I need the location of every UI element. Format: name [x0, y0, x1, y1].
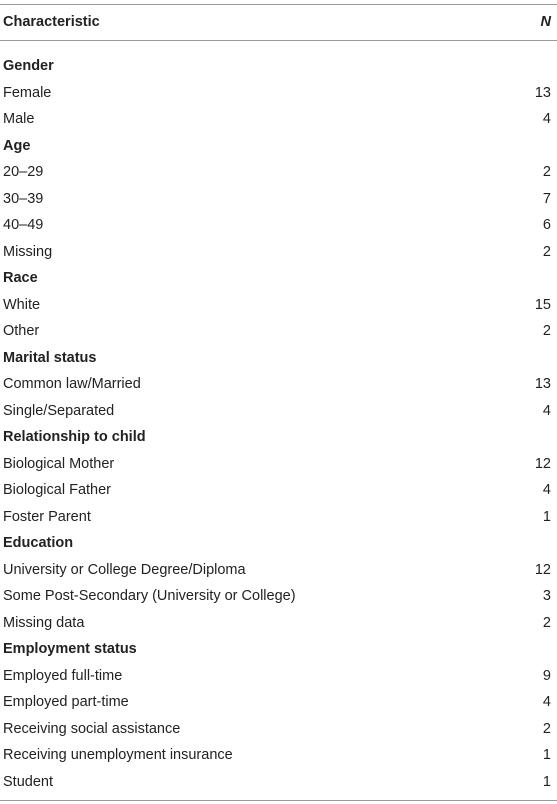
row-label: Missing — [3, 243, 53, 260]
row-value: 15 — [534, 296, 551, 313]
table-row — [0, 478, 557, 505]
row-value: 7 — [542, 190, 551, 207]
table-header-rule — [0, 40, 557, 41]
table-row — [0, 81, 557, 108]
row-label: 20–29 — [3, 164, 44, 180]
table-row — [0, 293, 557, 320]
section-header-row — [0, 531, 557, 558]
table-row — [0, 611, 557, 638]
table-row — [0, 319, 557, 346]
table-row — [0, 717, 557, 744]
row-value: 6 — [542, 217, 551, 233]
row-label: Single/Separated — [3, 402, 115, 419]
section-label: Employment status — [3, 641, 137, 657]
row-value: 12 — [534, 455, 551, 472]
row-value: 1 — [542, 508, 551, 525]
table-row — [0, 399, 557, 426]
table-row — [0, 107, 557, 134]
row-label: Receiving social assistance — [3, 720, 181, 737]
table-row — [0, 240, 557, 267]
row-value: 2 — [542, 323, 551, 339]
row-value: 9 — [542, 667, 551, 684]
table-row — [0, 664, 557, 691]
table-row — [0, 213, 557, 240]
row-label: Other — [3, 323, 40, 339]
header-characteristic: Characteristic — [3, 14, 100, 30]
row-value: 4 — [542, 482, 551, 498]
row-value: 4 — [542, 111, 551, 127]
row-label: Employed full-time — [3, 667, 123, 684]
row-value: 2 — [542, 243, 551, 260]
table-row — [0, 452, 557, 479]
table-row — [0, 743, 557, 770]
row-value: 2 — [542, 164, 551, 180]
row-value: 2 — [542, 614, 551, 631]
row-label: Some Post-Secondary (University or College) — [3, 588, 296, 604]
row-value: 12 — [534, 561, 551, 578]
table-row — [0, 187, 557, 214]
row-value: 13 — [534, 84, 551, 101]
section-label: Age — [3, 137, 31, 154]
section-label: Education — [3, 535, 74, 551]
section-label: Relationship to child — [3, 429, 146, 445]
section-header-row — [0, 134, 557, 161]
table-row — [0, 690, 557, 717]
section-header-row — [0, 346, 557, 373]
row-label: Employed part-time — [3, 694, 129, 710]
row-label: Biological Mother — [3, 455, 115, 472]
row-value: 13 — [534, 376, 551, 392]
row-value: 3 — [542, 588, 551, 604]
table-header-row — [0, 4, 557, 40]
row-label: 30–39 — [3, 190, 44, 207]
row-label: 40–49 — [3, 217, 44, 233]
row-label: Biological Father — [3, 482, 111, 498]
header-n: N — [540, 14, 551, 30]
row-label: Female — [3, 84, 52, 101]
table-row — [0, 505, 557, 532]
row-label: Student — [3, 773, 53, 790]
row-value: 4 — [542, 694, 551, 710]
section-header-row — [0, 266, 557, 293]
row-label: University or College Degree/Diploma — [3, 561, 246, 578]
row-label: Male — [3, 111, 35, 127]
table-body — [0, 54, 557, 796]
table-row — [0, 558, 557, 585]
section-label: Marital status — [3, 349, 97, 366]
row-value: 1 — [542, 747, 551, 763]
table-row — [0, 584, 557, 611]
table-row — [0, 160, 557, 187]
section-header-row — [0, 637, 557, 664]
row-label: White — [3, 296, 41, 313]
section-header-row — [0, 54, 557, 81]
row-label: Common law/Married — [3, 376, 141, 392]
row-label: Foster Parent — [3, 508, 91, 525]
row-value: 1 — [542, 773, 551, 790]
section-label: Race — [3, 270, 38, 286]
table-row — [0, 372, 557, 399]
row-value: 4 — [542, 402, 551, 419]
section-label: Gender — [3, 58, 54, 74]
row-value: 2 — [542, 720, 551, 737]
table-row — [0, 770, 557, 797]
table-bottom-rule — [0, 800, 557, 801]
row-label: Missing data — [3, 614, 85, 631]
section-header-row — [0, 425, 557, 452]
row-label: Receiving unemployment insurance — [3, 747, 233, 763]
